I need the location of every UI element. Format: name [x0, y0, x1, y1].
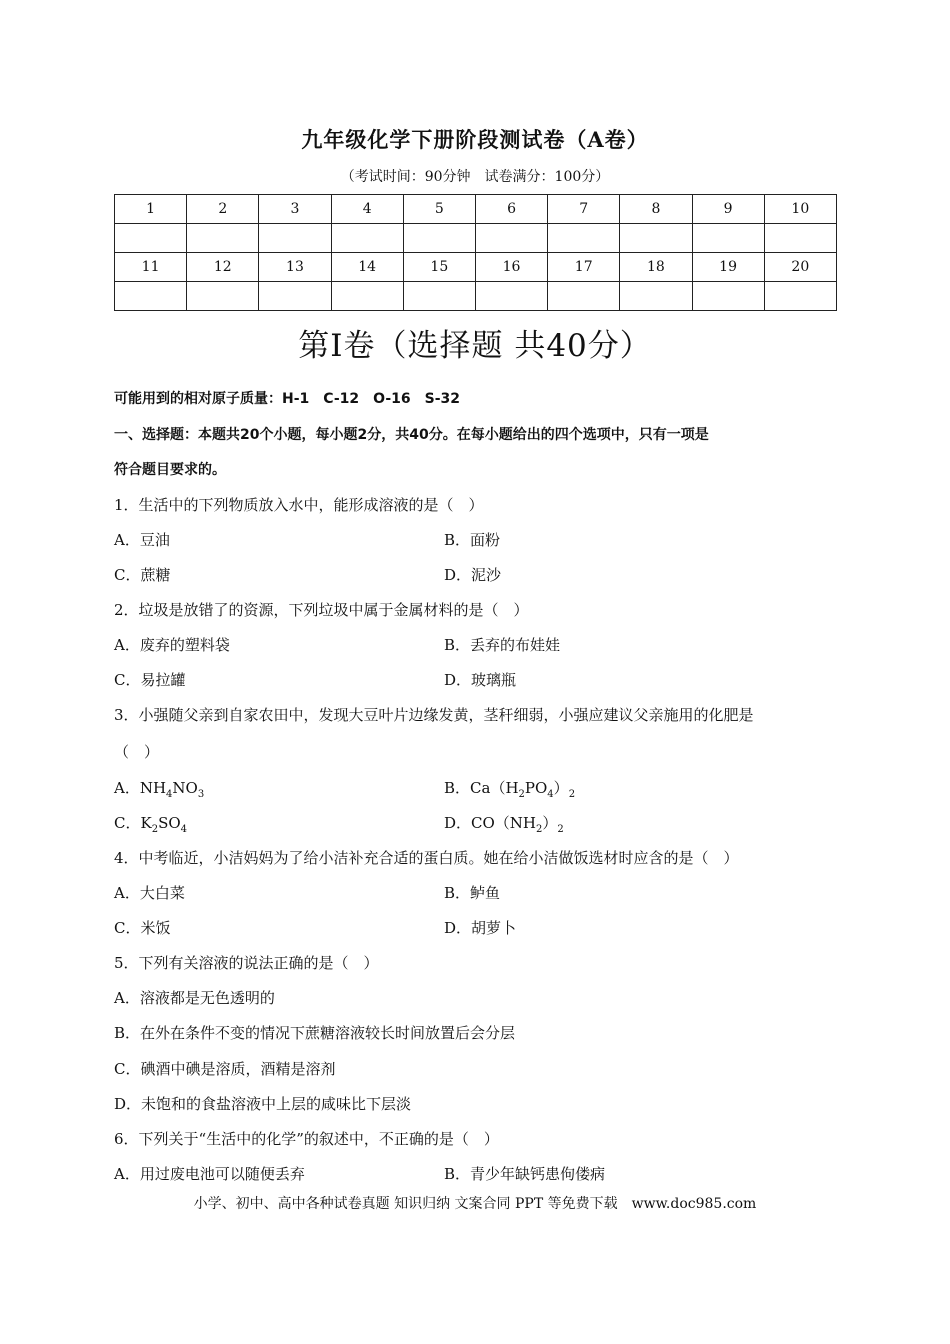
question-2-option-a: A．废弃的塑料袋: [114, 636, 230, 654]
formula-text: NO: [172, 779, 198, 797]
answer-cell[interactable]: [692, 224, 764, 253]
atomic-masses-note: 可能用到的相对原子质量：H-1 C-12 O-16 S-32: [114, 391, 460, 407]
formula-subscript: 4: [547, 789, 554, 800]
answer-number: 16: [475, 253, 547, 282]
question-1-option-d: D．泥沙: [444, 566, 502, 584]
page-title: 九年级化学下册阶段测试卷（A卷）: [301, 127, 649, 152]
formula-subscript: 2: [536, 824, 543, 835]
answer-cell[interactable]: [764, 282, 836, 311]
answer-cell[interactable]: [548, 224, 620, 253]
answer-grid-blank-row-1: [115, 224, 837, 253]
answer-grid: [114, 194, 837, 311]
question-2-stem: 2．垃圾是放错了的资源，下列垃圾中属于金属材料的是（ ）: [114, 601, 529, 619]
answer-cell[interactable]: [259, 224, 331, 253]
answer-grid-number-row-1: [115, 195, 837, 224]
answer-number: 12: [187, 253, 259, 282]
answer-cell[interactable]: [403, 282, 475, 311]
answer-number: 11: [115, 253, 187, 282]
question-1-option-a: A．豆油: [114, 531, 170, 549]
answer-cell[interactable]: [187, 224, 259, 253]
answer-cell[interactable]: [331, 282, 403, 311]
answer-cell[interactable]: [187, 282, 259, 311]
instructions-line-1: 一、选择题：本题共20个小题，每小题2分，共40分。在每小题给出的四个选项中，只有一项是: [114, 427, 709, 443]
answer-number: 7: [548, 195, 620, 224]
answer-number: 18: [620, 253, 692, 282]
answer-cell[interactable]: [692, 282, 764, 311]
answer-number: 14: [331, 253, 403, 282]
answer-number: 15: [403, 253, 475, 282]
answer-number: 20: [764, 253, 836, 282]
question-3-option-c: [114, 812, 187, 835]
formula-text: PO: [524, 779, 548, 797]
instructions-line-2: 符合题目要求的。: [114, 462, 226, 478]
question-2-option-b: B．丢弃的布娃娃: [444, 636, 561, 654]
answer-number: 3: [259, 195, 331, 224]
question-1-option-c: C．蔗糖: [114, 566, 171, 584]
question-2-option-d: D．玻璃瓶: [444, 671, 517, 689]
question-4-option-b: B．鲈鱼: [444, 884, 501, 902]
answer-number: 8: [620, 195, 692, 224]
formula-subscript: 2: [568, 789, 576, 800]
question-6-option-b: B．青少年缺钙患佝偻病: [444, 1165, 606, 1183]
question-2-option-c: C．易拉罐: [114, 671, 186, 689]
answer-grid-blank-row-2: [115, 282, 837, 311]
formula-text: SO: [158, 814, 181, 832]
formula-text: ）: [553, 779, 569, 797]
question-4-stem: 4．中考临近，小洁妈妈为了给小洁补充合适的蛋白质。她在给小洁做饭选材时应含的是（ ）: [114, 849, 739, 867]
answer-number: 2: [187, 195, 259, 224]
answer-number: 10: [764, 195, 836, 224]
answer-cell[interactable]: [331, 224, 403, 253]
question-3-stem-line-2: （ ）: [114, 743, 160, 761]
answer-cell[interactable]: [115, 224, 187, 253]
question-3-option-b: [444, 777, 575, 800]
answer-number: 17: [548, 253, 620, 282]
answer-number: 19: [692, 253, 764, 282]
question-6-option-a: A．用过废电池可以随便丢弃: [114, 1165, 305, 1183]
answer-number: 13: [259, 253, 331, 282]
question-6-stem: 6．下列关于“生活中的化学”的叙述中，不正确的是（ ）: [114, 1130, 499, 1148]
question-5-option-c: C．碘酒中碘是溶质，酒精是溶剂: [114, 1060, 336, 1078]
answer-cell[interactable]: [620, 282, 692, 311]
answer-cell[interactable]: [403, 224, 475, 253]
formula-subscript: 2: [557, 824, 564, 835]
formula-subscript: 4: [166, 789, 173, 800]
answer-cell[interactable]: [475, 224, 547, 253]
formula-subscript: 3: [197, 789, 205, 800]
section-heading: 第Ⅰ卷（选择题 共40分）: [298, 328, 652, 364]
answer-cell[interactable]: [764, 224, 836, 253]
formula-text: B．Ca（H: [444, 779, 519, 797]
answer-cell[interactable]: [475, 282, 547, 311]
formula-subscript: 2: [518, 789, 525, 800]
question-3-option-a: [114, 777, 204, 800]
formula-subscript: 4: [180, 824, 188, 835]
question-5-option-d: D．未饱和的食盐溶液中上层的咸味比下层淡: [114, 1095, 412, 1113]
answer-number: 1: [115, 195, 187, 224]
formula-text: D．CO（NH: [444, 814, 537, 832]
question-4-option-d: D．胡萝卜: [444, 919, 517, 937]
formula-text: ）: [542, 814, 558, 832]
question-3-stem-line-1: 3．小强随父亲到自家农田中，发现大豆叶片边缘发黄，茎秆细弱，小强应建议父亲施用的化肥是: [114, 706, 754, 724]
question-5-option-a: A．溶液都是无色透明的: [114, 989, 275, 1007]
formula-text: A．NH: [114, 779, 167, 797]
formula-subscript: 2: [151, 824, 159, 835]
exam-info: （考试时间：90分钟 试卷满分：100分）: [340, 169, 610, 185]
question-4-option-a: A．大白菜: [114, 884, 185, 902]
formula-text: C．K: [114, 814, 152, 832]
answer-grid-number-row-2: [115, 253, 837, 282]
question-1-stem: 1．生活中的下列物质放入水中，能形成溶液的是（ ）: [114, 496, 484, 514]
answer-number: 4: [331, 195, 403, 224]
question-5-option-b: B．在外在条件不变的情况下蔗糖溶液较长时间放置后会分层: [114, 1024, 516, 1042]
answer-cell[interactable]: [115, 282, 187, 311]
answer-number: 9: [692, 195, 764, 224]
answer-cell[interactable]: [620, 224, 692, 253]
question-3-option-d: [444, 812, 564, 835]
question-5-stem: 5．下列有关溶液的说法正确的是（ ）: [114, 954, 379, 972]
question-1-option-b: B．面粉: [444, 531, 501, 549]
answer-cell[interactable]: [259, 282, 331, 311]
answer-number: 6: [475, 195, 547, 224]
question-4-option-c: C．米饭: [114, 919, 171, 937]
answer-cell[interactable]: [548, 282, 620, 311]
footer-watermark: 小学、初中、高中各种试卷真题 知识归纳 文案合同 PPT 等免费下载 www.doc985.com: [193, 1196, 757, 1212]
answer-number: 5: [403, 195, 475, 224]
